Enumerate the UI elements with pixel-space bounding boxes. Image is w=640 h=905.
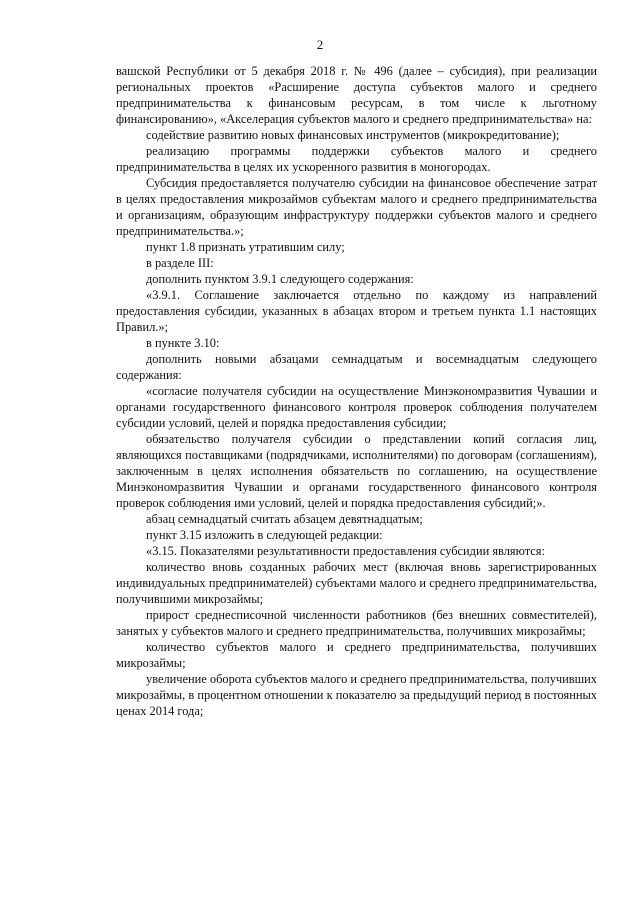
paragraph: пункт 3.15 изложить в следующей редакции: bbox=[146, 528, 383, 542]
paragraph: «3.15. Показателями результативности предоставления субсидии являются: bbox=[146, 544, 545, 558]
document-body bbox=[116, 63, 597, 719]
paragraph: количество вновь созданных рабочих мест (включая вновь зарегистрированных индивидуальных предпринимателей) субъектами малого и среднего предпринимательства, получившими микрозаймы; bbox=[116, 560, 597, 606]
paragraph: прирост среднесписочной численности работников (без внешних совместителей), занятых у субъектов малого и среднего предпринимательства, получивших микрозаймы; bbox=[116, 608, 597, 638]
paragraph: дополнить новыми абзацами семнадцатым и восемнадцатым следующего содержания: bbox=[116, 352, 597, 382]
paragraph: содействие развитию новых финансовых инструментов (микрокредитование); bbox=[146, 128, 560, 142]
paragraph: дополнить пунктом 3.9.1 следующего содержания: bbox=[146, 272, 414, 286]
paragraph: обязательство получателя субсидии о представлении копий согласия лиц, являющихся поставщиками (подрядчиками, исполнителями) по договорам (соглашениям), заключенным в целях исполнения обязательств по соглашению, на осуществление Минэкономразвития Чувашии и органами государственного финансового контроля проверок соблюдения ими условий, целей и порядка предоставления субсидий;». bbox=[116, 432, 597, 510]
paragraph: абзац семнадцатый считать абзацем девятнадцатым; bbox=[146, 512, 423, 526]
paragraph: «3.9.1. Соглашение заключается отдельно по каждому из направлений предоставления субсидии, указанных в абзацах втором и третьем пункта 1.1 настоящих Правил.»; bbox=[116, 288, 597, 334]
paragraph: в разделе III: bbox=[146, 256, 214, 270]
paragraph: «согласие получателя субсидии на осуществление Минэкономразвития Чувашии и органами государственного финансового контроля проверок соблюдения получателем субсидии условий, целей и порядка предоставления субсидии; bbox=[116, 384, 597, 430]
paragraph: увеличение оборота субъектов малого и среднего предпринимательства, получивших микрозаймы, в процентном отношении к показателю за предыдущий период в постоянных ценах 2014 года; bbox=[116, 672, 597, 718]
paragraph: в пункте 3.10: bbox=[146, 336, 220, 350]
paragraph: количество субъектов малого и среднего предпринимательства, получивших микрозаймы; bbox=[116, 640, 597, 670]
page-number: 2 bbox=[316, 37, 324, 52]
paragraph: вашской Республики от 5 декабря 2018 г. № 496 (далее – субсидия), при реализации региональных проектов «Расширение доступа субъектов малого и среднего предпринимательства к финансовым ресурсам, в том числе к льготному финансированию», «Акселерация субъектов малого и среднего предпринимательства» на: bbox=[116, 64, 597, 126]
paragraph: пункт 1.8 признать утратившим силу; bbox=[146, 240, 345, 254]
paragraph: Субсидия предоставляется получателю субсидии на финансовое обеспечение затрат в целях предоставления микрозаймов субъектам малого и среднего предпринимательства и организациям, образующим инфраструктуру поддержки субъектов малого и среднего предпринимательства.»; bbox=[116, 176, 597, 238]
paragraph: реализацию программы поддержки субъектов малого и среднего предпринимательства в целях их ускоренного развития в моногородах. bbox=[116, 144, 597, 174]
